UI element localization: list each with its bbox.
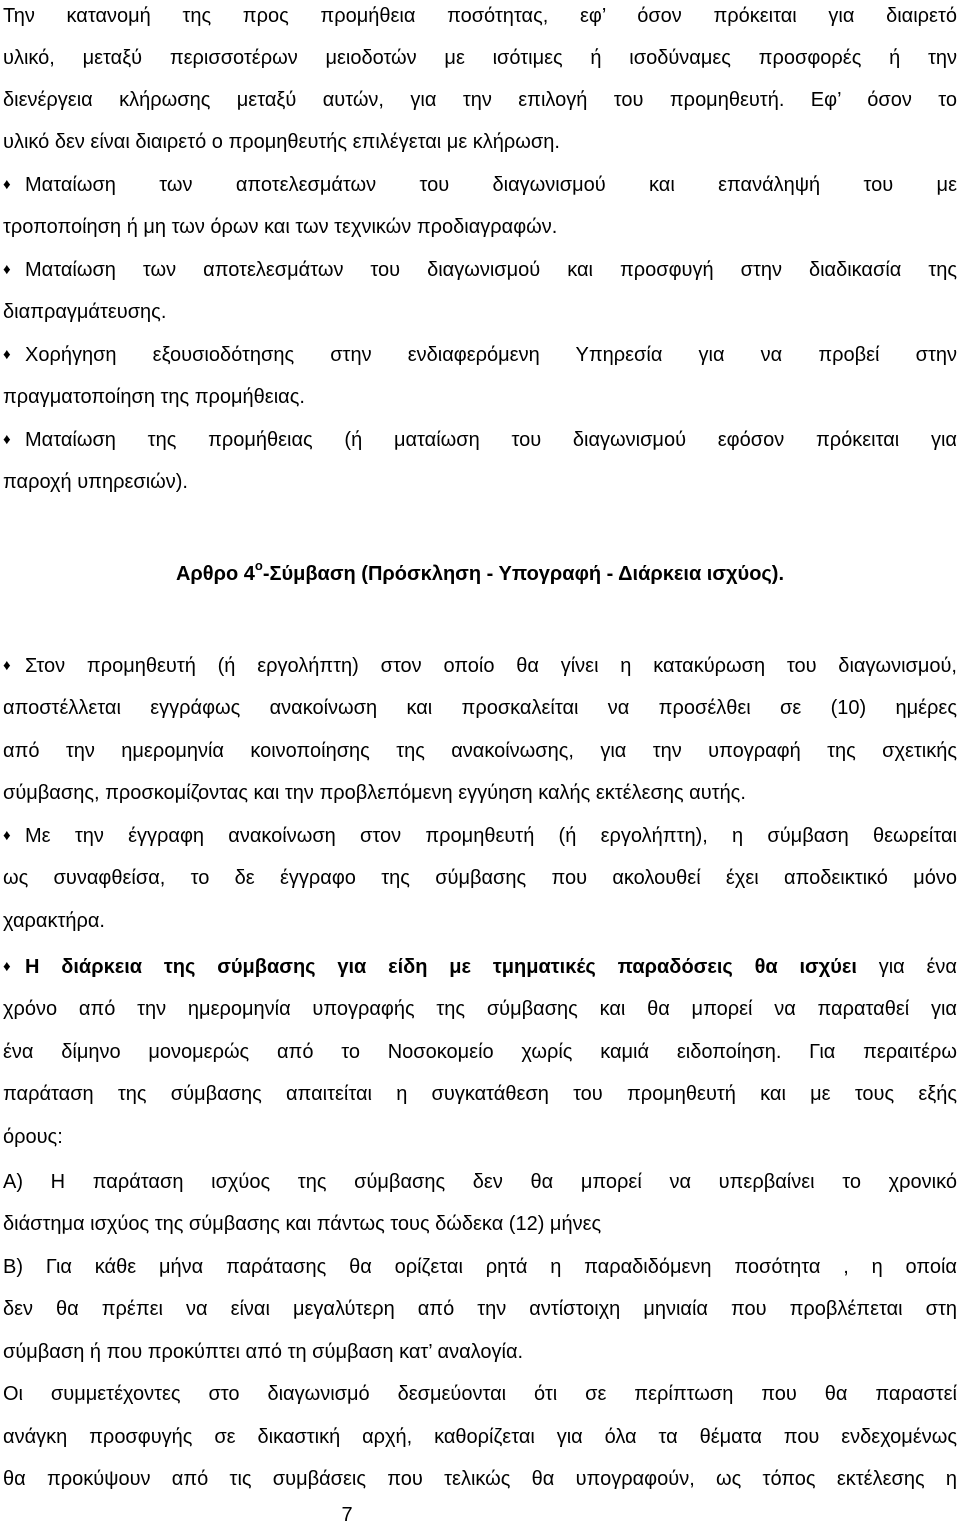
diamond-bullet-icon: ♦ [3, 261, 11, 278]
bullet-line: ♦ Ματαίωση των αποτελεσμάτων του διαγωνισμού και επανάληψή του με [3, 171, 957, 213]
article-heading: Αρθρο $4^o$-Σύμβαση (Πρόσκληση - Υπογραφή - Διάρκεια ισχύος). [175, 558, 785, 585]
intro-line: υλικό δεν είναι διαιρετό ο προμηθευτής επιλέγεται με κλήρωση. [3, 131, 560, 153]
bullet-line: από την ημερομηνία κοινοποίησης της ανακοίνωσης, για την υπογραφή της σχετικής [3, 740, 957, 762]
bullet-line: σύμβασης, προσκομίζοντας και την προβλεπόμενη εγγύηση καλής εκτέλεσης αυτής. [3, 782, 746, 804]
bullet-line: παροχή υπηρεσιών). [3, 471, 188, 493]
diamond-bullet-icon: ♦ [3, 346, 11, 363]
bullet-line: ♦ Στον προμηθευτή (ή εργολήπτη) στον οποίο θα γίνει η κατακύρωση του διαγωνισμού, [3, 652, 957, 694]
bullet-line: αποστέλλεται εγγράφως ανακοίνωση και προσκαλείται να προσέλθει σε (10) ημέρες [3, 697, 957, 719]
bullet-line: ♦ Χορήγηση εξουσιοδότησης στην ενδιαφερόμενη Υπηρεσία για να προβεί στην [3, 341, 957, 383]
duration-line: ένα δίμηνο μονομερώς από το Νοσοκομείο χωρίς καμιά ειδοποίηση. Για περαιτέρω [3, 1041, 957, 1063]
bullet-line: ως συναφθείσα, το δε έγγραφο της σύμβασης που ακολουθεί έχει αποδεικτικό μόνο [3, 867, 957, 889]
intro-line: υλικό, μεταξύ περισσοτέρων μειοδοτών με ισότιμες ή ισοδύναμες προσφορές ή την [3, 47, 957, 69]
page-number: 7 [341, 1504, 353, 1526]
duration-line: ♦ Η διάρκεια της σύμβασης για είδη με τμηματικές παραδόσεις θα ισχύει για ένα [3, 953, 957, 995]
duration-line: όρους: [3, 1126, 63, 1148]
bullet-line: ♦ Ματαίωση των αποτελεσμάτων του διαγωνισμού και προσφυγή στην διαδικασία της [3, 256, 957, 298]
intro-line: Την κατανομή της προς προμήθεια ποσότητας, εφ’ όσον πρόκειται για διαιρετό [3, 5, 957, 27]
duration-line: χρόνο από την ημερομηνία υπογραφής της σύμβασης και θα μπορεί να παραταθεί για [3, 998, 957, 1020]
bullet-line: διαπραγμάτευσης. [3, 301, 167, 323]
term-line: Οι συμμετέχοντες στο διαγωνισμό δεσμεύονται ότι σε περίπτωση που θα παραστεί [3, 1383, 957, 1405]
bullet-line: χαρακτήρα. [3, 910, 105, 932]
term-line: Α) Η παράταση ισχύος της σύμβασης δεν θα μπορεί να υπερβαίνει το χρονικό [3, 1171, 957, 1193]
diamond-bullet-icon: ♦ [3, 176, 11, 193]
duration-line: παράταση της σύμβασης απαιτείται η συγκατάθεση του προμηθευτή και με τους εξής [3, 1083, 957, 1105]
term-line: δεν θα πρέπει να είναι μεγαλύτερη από την αντίστοιχη μηνιαία που προβλέπεται στη [3, 1298, 957, 1320]
duration-bold-lead: Η διάρκεια της σύμβασης για είδη με τμηματικές παραδόσεις θα ισχύει [25, 956, 857, 978]
diamond-bullet-icon: ♦ [3, 657, 11, 674]
term-line: θα προκύψουν από τις συμβάσεις που τελικώς θα υπογραφούν, ως τόπος εκτέλεσης η [3, 1468, 957, 1490]
term-line: Β) Για κάθε μήνα παράτασης θα ορίζεται ρητά η παραδιδόμενη ποσότητα , η οποία [3, 1256, 957, 1278]
bullet-line: ♦ Με την έγγραφη ανακοίνωση στον προμηθευτή (ή εργολήπτη), η σύμβαση θεωρείται [3, 822, 957, 864]
diamond-bullet-icon: ♦ [3, 431, 11, 448]
bullet-line: πραγματοποίηση της προμήθειας. [3, 386, 305, 408]
bullet-line: τροποποίηση ή μη των όρων και των τεχνικών προδιαγραφών. [3, 216, 558, 238]
diamond-bullet-icon: ♦ [3, 958, 11, 975]
bullet-line: ♦ Ματαίωση της προμήθειας (ή ματαίωση του διαγωνισμού εφόσον πρόκειται για [3, 426, 957, 468]
term-line: διάστημα ισχύος της σύμβασης και πάντως τους δώδεκα (12) μήνες [3, 1213, 602, 1235]
term-line: ανάγκη προσφυγής σε δικαστική αρχή, καθορίζεται για όλα τα θέματα που ενδεχομένως [3, 1426, 957, 1448]
intro-line: διενέργεια κλήρωσης μεταξύ αυτών, για την επιλογή του προμηθευτή. Εφ’ όσον το [3, 89, 957, 111]
term-line: σύμβαση ή που προκύπτει από τη σύμβαση κατ’ αναλογία. [3, 1341, 524, 1363]
diamond-bullet-icon: ♦ [3, 827, 11, 844]
